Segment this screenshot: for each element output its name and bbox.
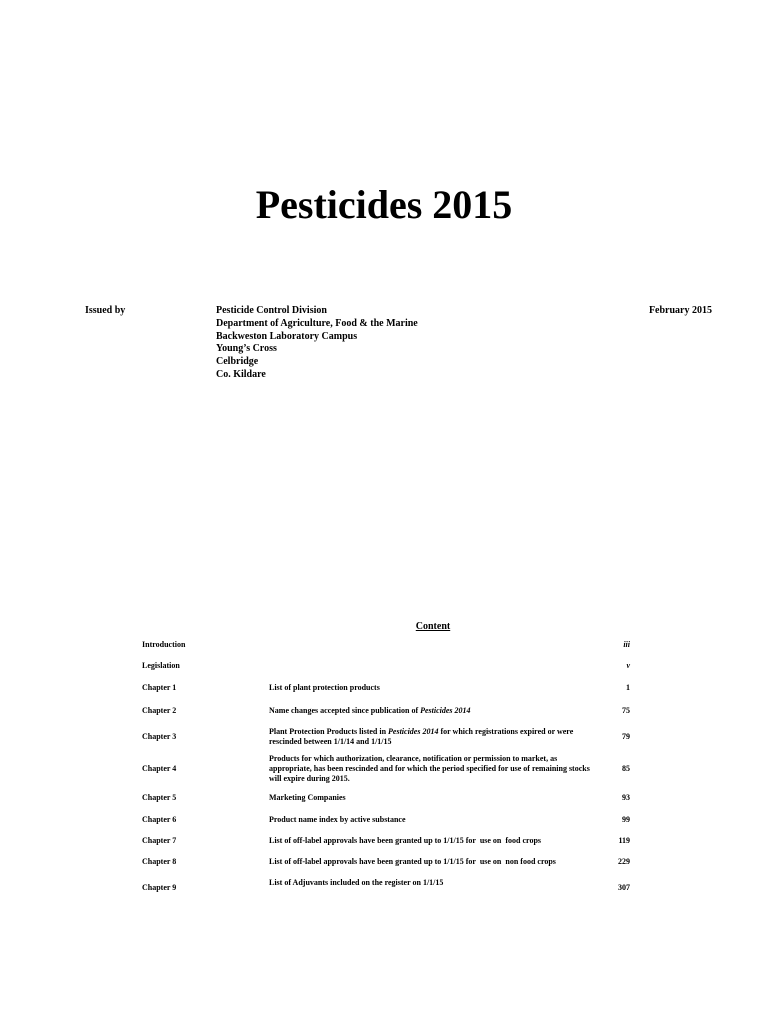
toc-description: List of off-label approvals have been granted up to 1/1/15 for use on non food crops [269,857,556,866]
toc-page-number: 93 [622,793,630,802]
toc-description: Plant Protection Products listed in Pesticides 2014 for which registrations expired or were rescinded between 1/1/14 and 1/1/15 [269,727,574,746]
issuer-line: Young’s Cross [216,343,277,355]
toc-page-number: 119 [618,836,630,845]
toc-description: List of off-label approvals have been granted up to 1/1/15 for use on food crops [269,836,542,845]
toc-label: Chapter 3 [142,732,177,741]
issuer-line: Backweston Laboratory Campus [216,330,358,342]
toc-label: Chapter 5 [142,793,177,802]
publication-title: Pesticides 2014 [388,727,439,736]
issuer-line: Pesticide Control Division [216,305,327,316]
toc-label: Chapter 8 [142,857,177,866]
toc-description: Product name index by active substance [269,815,406,824]
toc-description: List of plant protection products [269,683,380,692]
toc-description: Marketing Companies [269,793,346,802]
issue-date: February 2015 [648,305,712,316]
toc-page-number: 307 [618,883,630,892]
toc-label: Chapter 6 [142,815,177,824]
contents-heading: Content [415,621,451,632]
toc-page-number: iii [623,640,630,649]
toc-description: Products for which authorization, clearance, notification or permission to market, as appropriate, has been rescinded and for which the period specified for use of remaining stocks will expire during 2015. [269,754,590,783]
page-title: Pesticides 2015 [255,182,513,227]
toc-description: Name changes accepted since publication of Pesticides 2014 [269,706,471,715]
toc-label: Chapter 4 [142,764,177,773]
issuer-address [216,305,418,382]
toc-page-number: 85 [622,764,630,773]
toc-description: List of Adjuvants included on the register on 1/1/15 [269,878,444,887]
toc-page-number: 229 [618,857,630,866]
toc-page-number: 1 [626,683,630,692]
toc-label: Chapter 1 [142,683,177,692]
issued-by-label: Issued by [85,305,126,316]
toc-page-number: v [626,661,630,670]
toc-label: Chapter 2 [142,706,177,715]
issuer-line: Co. Kildare [216,368,266,380]
toc-label: Introduction [142,640,186,649]
toc-page-number: 99 [622,815,630,824]
toc-label: Chapter 7 [142,836,177,845]
toc-label: Legislation [142,661,180,670]
issuer-line: Celbridge [216,356,259,368]
publication-title: Pesticides 2014 [420,706,471,715]
toc-page-number: 79 [622,732,630,741]
toc-label: Chapter 9 [142,883,177,892]
toc-page-number: 75 [622,706,630,715]
issuer-line: Department of Agriculture, Food & the Marine [216,317,418,329]
